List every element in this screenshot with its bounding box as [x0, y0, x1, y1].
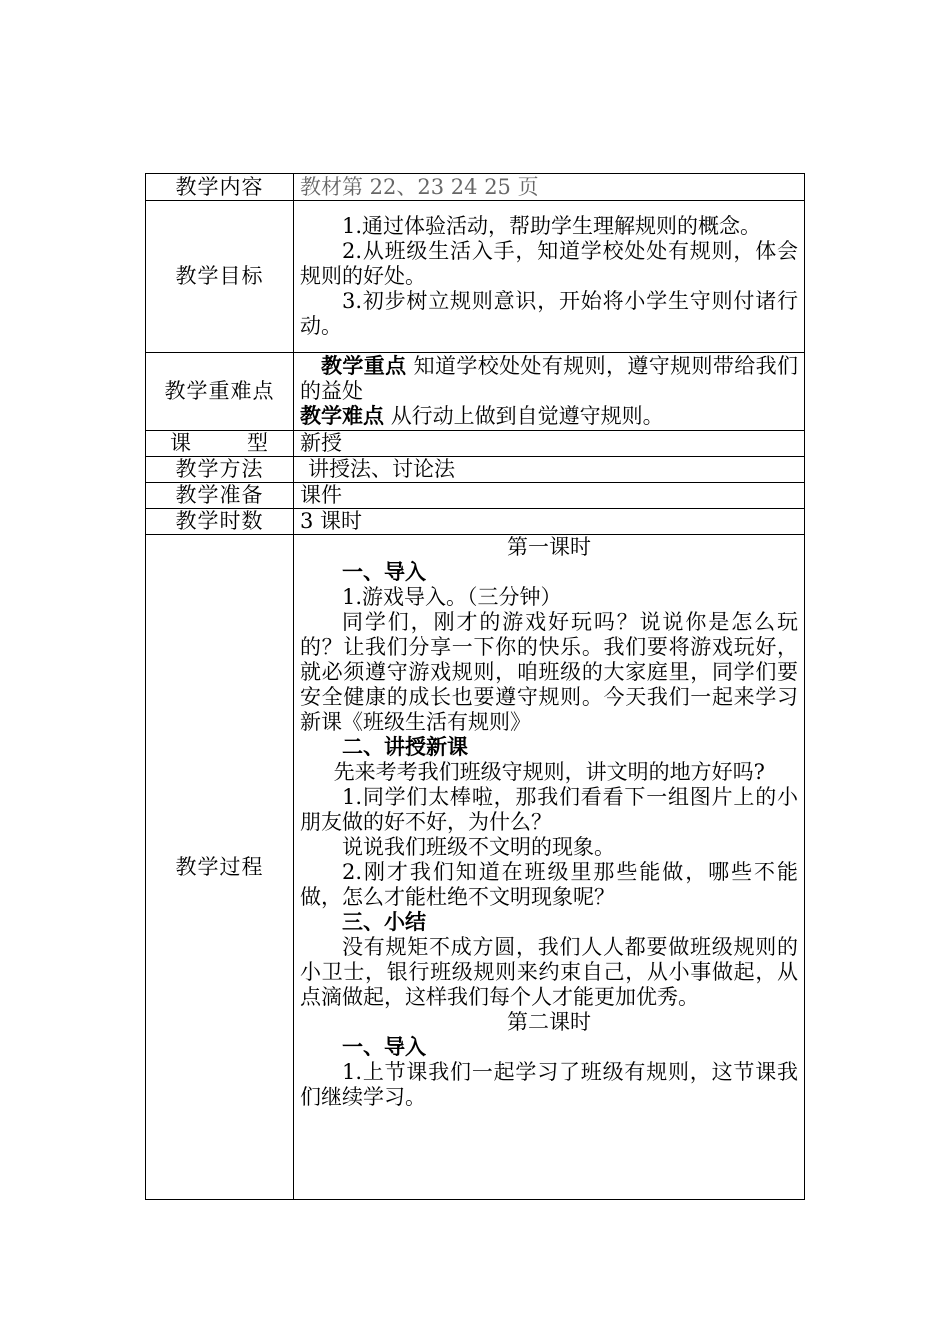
label-prep: 教学准备 [146, 483, 294, 509]
section-heading: 一、导入 [342, 560, 426, 584]
label-key-points: 教学重难点 [146, 353, 294, 431]
label-process: 教学过程 [146, 535, 294, 1200]
label-goals: 教学目标 [146, 201, 294, 353]
label-content: 教学内容 [146, 174, 294, 201]
value-content: 教材第 22、23 24 25 页 [294, 174, 805, 201]
focus-text: 知道学校处处有规则，遵守规则带给我们的益处 [300, 354, 798, 403]
value-process [294, 535, 805, 1200]
paragraph: 1.游戏导入。（三分钟） [342, 585, 562, 609]
row-method [146, 457, 805, 483]
paragraph: 没有规矩不成方圆，我们人人都要做班级规则的小卫士，银行班级规则来约束自己，从小事做起，从点滴做起，这样我们每个人才能更加优秀。 [300, 935, 798, 1009]
paragraph: 1.上节课我们一起学习了班级有规则，这节课我们继续学习。 [300, 1060, 798, 1109]
lesson-1-title: 第一课时 [507, 535, 591, 559]
label-method: 教学方法 [146, 457, 294, 483]
focus-title: 教学重点 [321, 354, 407, 378]
value-key-points [294, 353, 805, 431]
section-heading: 一、导入 [342, 1035, 426, 1059]
section-heading: 二、讲授新课 [342, 735, 468, 759]
goal-item: 1.通过体验活动，帮助学生理解规则的概念。 [342, 214, 762, 238]
row-process [146, 535, 805, 1200]
paragraph: 1.同学们太棒啦，那我们看看下一组图片上的小朋友做的好不好，为什么？ [300, 785, 798, 834]
lesson-2-title: 第二课时 [507, 1010, 591, 1034]
paragraph: 同学们，刚才的游戏好玩吗？说说你是怎么玩的？让我们分享一下你的快乐。我们要将游戏玩好，就必须遵守游戏规则，咱班级的大家庭里，同学们要安全健康的成长也要遵守规则。今天我们一起来学习新课《班级生活有规则》 [300, 610, 798, 734]
label-type [146, 431, 294, 457]
paragraph: 2.刚才我们知道在班级里那些能做，哪些不能做，怎么才能杜绝不文明现象呢？ [300, 860, 798, 909]
difficulty-title: 教学难点 [300, 404, 384, 428]
paragraph: 先来考考我们班级守规则，讲文明的地方好吗? [333, 760, 765, 784]
row-type [146, 431, 805, 457]
row-hours [146, 509, 805, 535]
lesson-plan-table [145, 173, 805, 1200]
value-type: 新授 [294, 431, 805, 457]
value-method: 讲授法、讨论法 [294, 457, 805, 483]
label-type-b: 型 [247, 431, 269, 455]
row-key-points [146, 353, 805, 431]
row-prep [146, 483, 805, 509]
paragraph: 说说我们班级不文明的现象。 [342, 835, 615, 859]
row-content [146, 174, 805, 201]
label-type-a: 课 [170, 431, 192, 455]
goal-item: 3.初步树立规则意识，开始将小学生守则付诸行动。 [300, 289, 798, 338]
difficulty-text: 从行动上做到自觉遵守规则。 [390, 404, 664, 428]
goal-item: 2.从班级生活入手，知道学校处处有规则，体会规则的好处。 [300, 239, 798, 288]
value-hours: 3 课时 [294, 509, 805, 535]
value-goals [294, 201, 805, 353]
label-hours: 教学时数 [146, 509, 294, 535]
row-goals [146, 201, 805, 353]
section-heading: 三、小结 [342, 910, 426, 934]
value-prep: 课件 [294, 483, 805, 509]
